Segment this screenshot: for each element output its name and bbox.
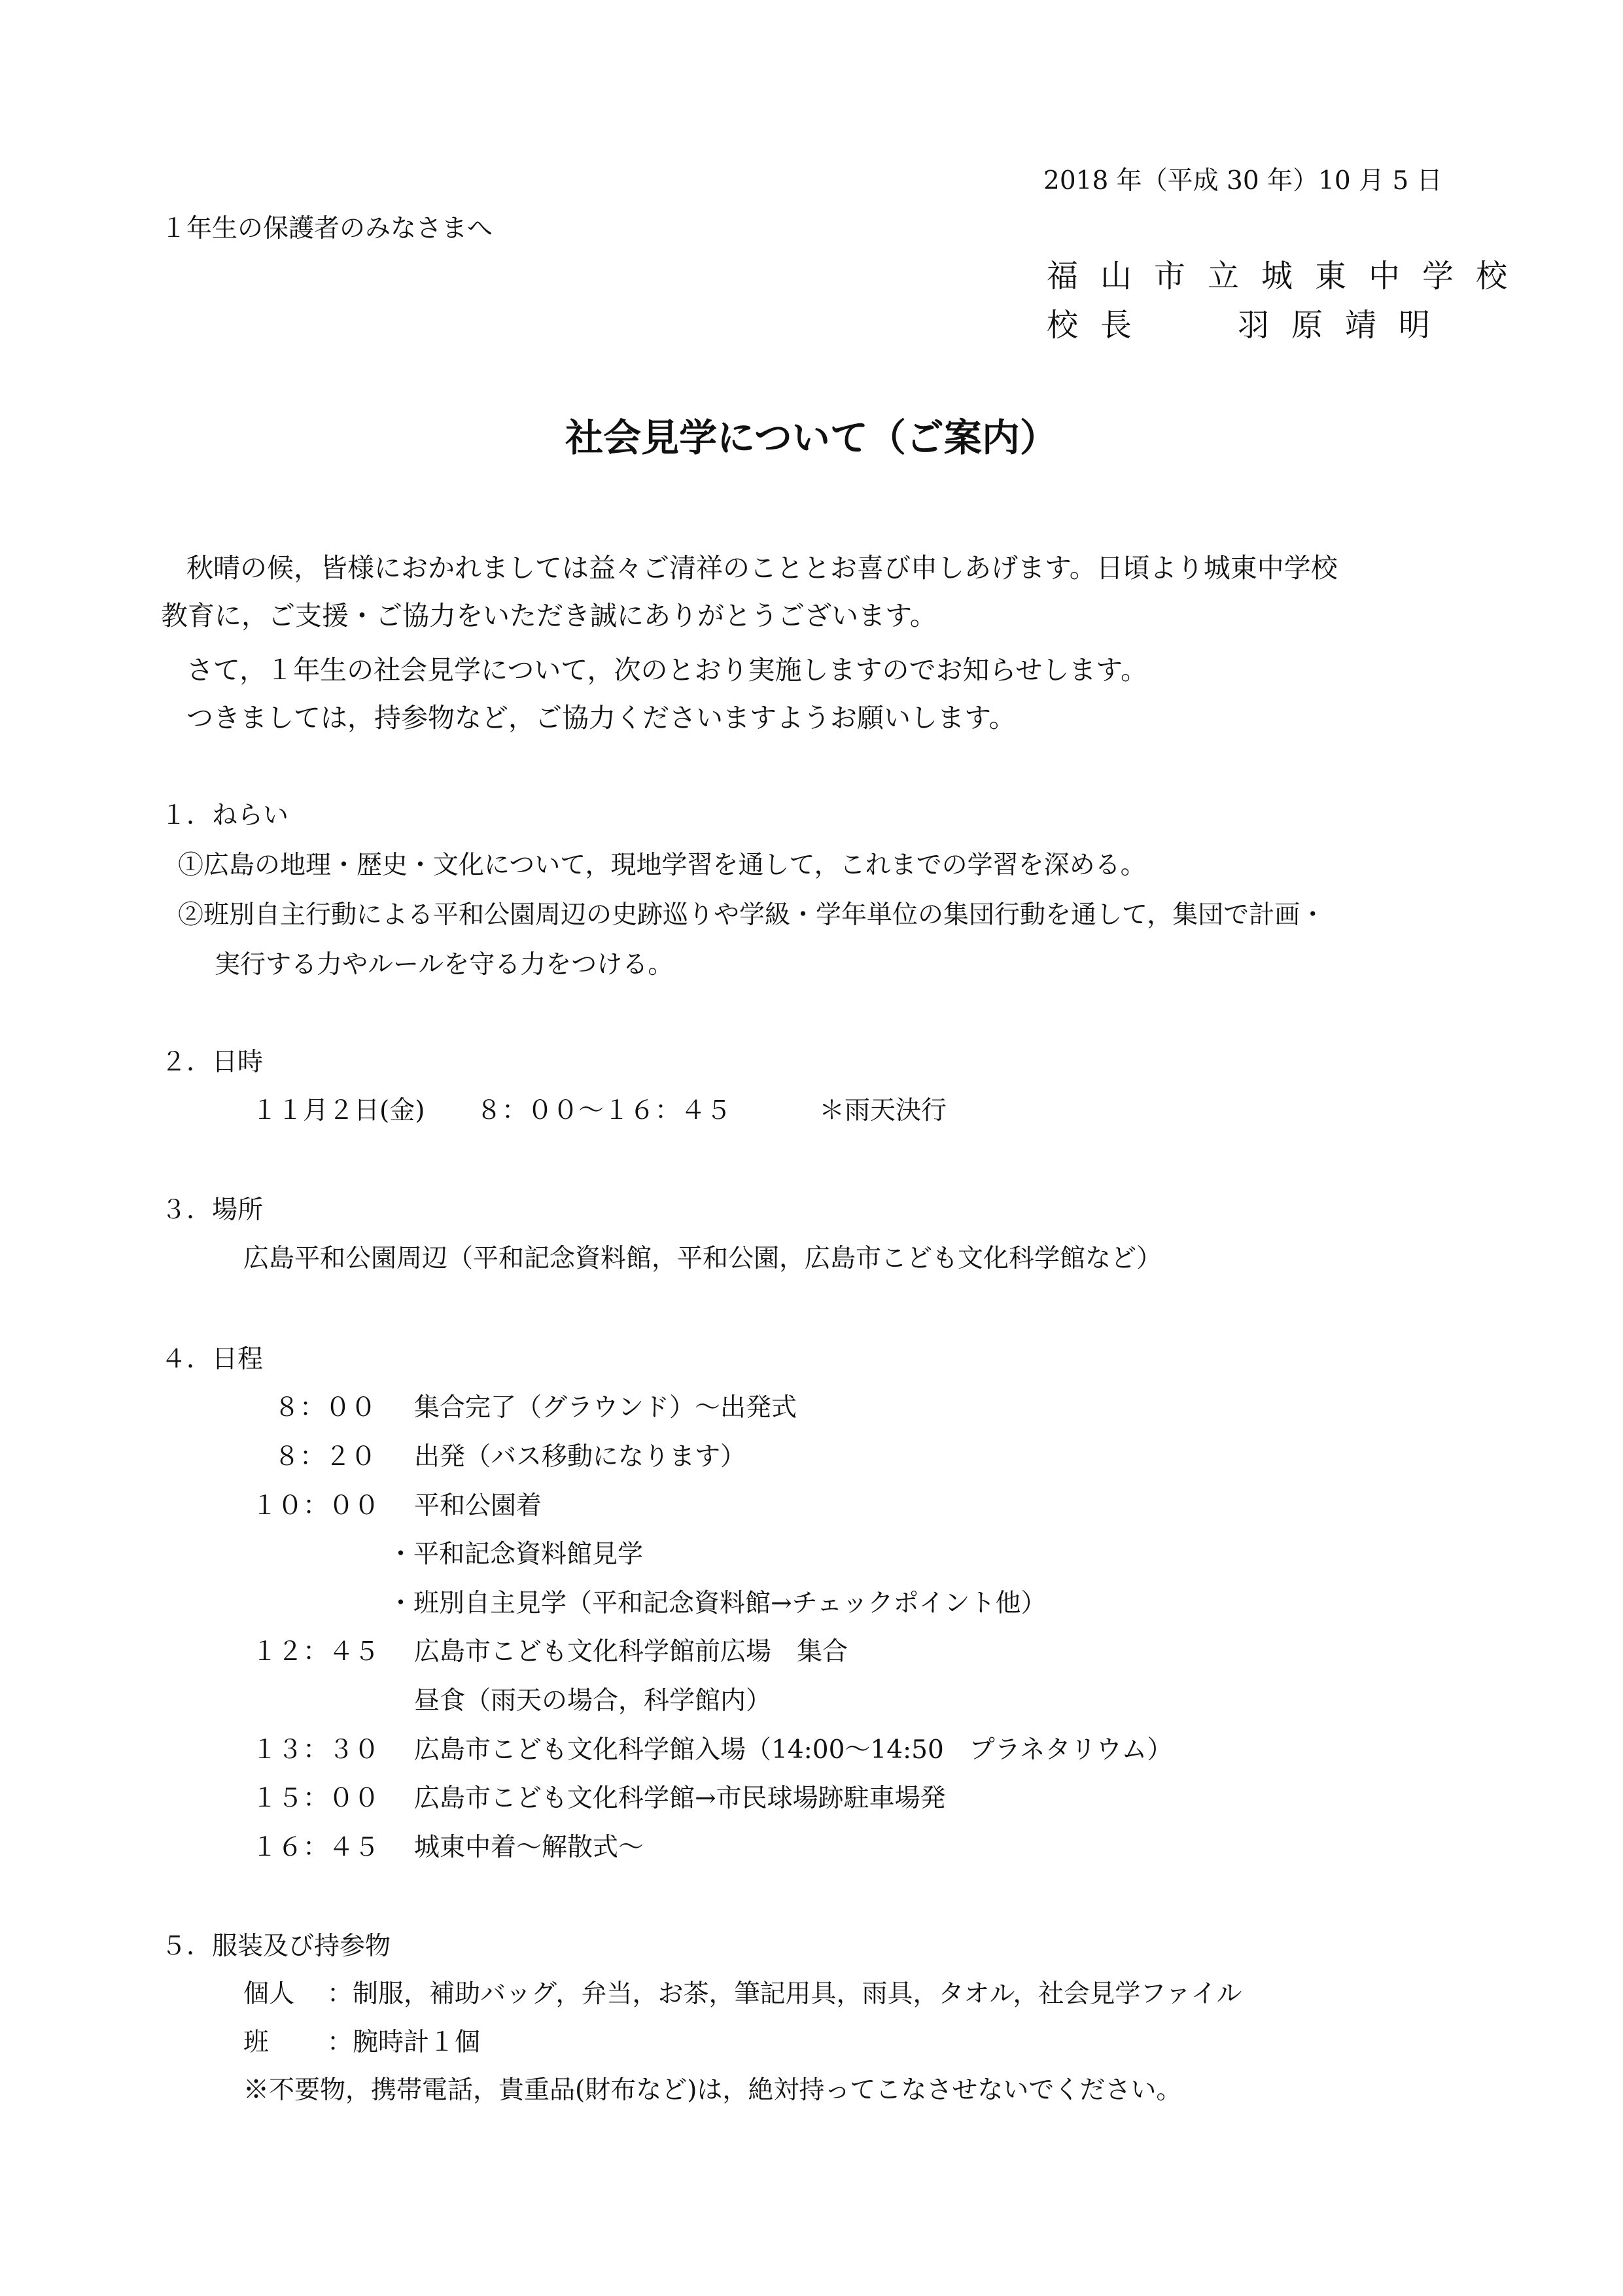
schedule-desc: 集合完了（グラウンド）～出発式 [414, 1393, 797, 1422]
personal-label: 個人 [243, 1979, 295, 2009]
intro-line-3: さて，１年生の社会見学について，次のとおり実施しますのでお知らせします。 [186, 654, 1148, 686]
schedule-desc: 広島市こども文化科学館→市民球場跡駐車場発 [414, 1784, 946, 1813]
schedule-desc: 広島市こども文化科学館入場（14:00～14:50 プラネタリウム） [414, 1735, 1173, 1765]
event-time: ８：００～１６：４５ [476, 1096, 732, 1125]
prohibited-note: ※不要物，携帯電話，貴重品(財布など)は，絶対持ってこなさせないでください。 [243, 2075, 1182, 2105]
aim-item-2-cont: 実行する力やルールを守る力をつける。 [215, 950, 674, 980]
schedule-time: １６：４５ [252, 1833, 380, 1862]
aim-item-2: ②班別自主行動による平和公園周辺の史跡巡りや学級・学年単位の集団行動を通して，集団で計画・ [178, 900, 1326, 930]
intro-line-4: つきましては，持参物など，ご協力くださいますようお願いします。 [186, 702, 1016, 733]
schedule-desc: ・班別自主見学（平和記念資料館→チェックポイント他） [388, 1589, 1047, 1618]
schedule-desc: 平和公園着 [414, 1491, 542, 1521]
schedule-time: １３：３０ [252, 1735, 380, 1765]
schedule-desc: 出発（バス移動になります） [414, 1442, 746, 1472]
principal-title: 校長 [1047, 307, 1155, 344]
schedule-time: １２：４５ [252, 1637, 380, 1667]
schedule-time: １５：００ [252, 1784, 380, 1813]
schedule-desc: ・平和記念資料館見学 [388, 1540, 644, 1569]
recipient: １年生の保護者のみなさまへ [161, 214, 493, 243]
document-title: 社会見学について（ご案内） [565, 415, 1058, 460]
section-schedule-heading: ４．日程 [161, 1345, 264, 1374]
group-label: 班 [243, 2028, 270, 2057]
schedule-desc: 広島市こども文化科学館前広場 集合 [414, 1637, 848, 1667]
section-aim-heading: １．ねらい [161, 801, 289, 830]
schedule-desc: 昼食（雨天の場合，科学館内） [414, 1686, 772, 1716]
section-items-heading: ５．服装及び持参物 [161, 1932, 391, 1961]
personal-items: ：制服，補助バッグ，弁当，お茶，筆記用具，雨具，タオル，社会見学ファイル [327, 1979, 1242, 2009]
group-items: ：腕時計１個 [327, 2028, 481, 2057]
schedule-time: ８：００ [274, 1393, 377, 1422]
section-datetime-heading: ２．日時 [161, 1048, 264, 1077]
place-text: 広島平和公園周辺（平和記念資料館，平和公園，広島市こども文化科学館など） [243, 1244, 1162, 1273]
schedule-desc: 城東中着～解散式～ [414, 1833, 644, 1862]
principal-name: 羽原靖明 [1238, 307, 1453, 344]
schedule-time: ８：２０ [274, 1442, 377, 1472]
intro-line-1: 秋晴の候，皆様におかれましては益々ご清祥のこととお喜び申しあげます。日頃より城東中学校 [186, 552, 1338, 584]
document-date: 2018 年（平成 30 年）10 月 5 日 [1043, 166, 1442, 196]
section-place-heading: ３．場所 [161, 1195, 264, 1225]
schedule-time: １０：００ [252, 1491, 380, 1521]
school-name: 福山市立城東中学校 [1047, 258, 1530, 294]
aim-item-1: ①広島の地理・歴史・文化について，現地学習を通して，これまでの学習を深める。 [178, 851, 1146, 880]
event-date: １１月２日(金) [252, 1096, 425, 1125]
intro-line-2: 教育に，ご支援・ご協力をいただき誠にありがとうございます。 [161, 600, 937, 631]
rain-note: ＊雨天決行 [819, 1096, 947, 1125]
